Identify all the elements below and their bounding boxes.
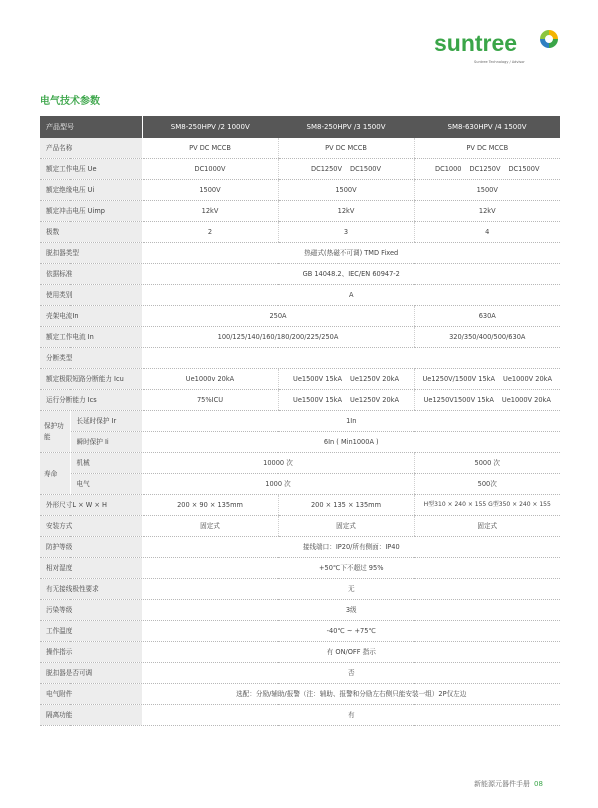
cell: Ue1000v 20kA xyxy=(142,369,278,390)
cell-part: Ue1250V 20kA xyxy=(350,396,399,404)
cell-part: DC1500V xyxy=(508,165,540,173)
row-label: 工作温度 xyxy=(40,621,142,642)
table-row xyxy=(40,159,560,180)
cell: 12kV xyxy=(278,201,414,222)
row-sublabel: 电气 xyxy=(70,474,142,495)
table-row xyxy=(40,474,560,495)
cell: PV DC MCCB xyxy=(414,138,560,159)
table-row xyxy=(40,705,560,726)
row-label: 额定绝缘电压 Ui xyxy=(40,180,142,201)
cell: 接线端口：IP20/所有侧面：IP40 xyxy=(142,537,560,558)
cell-part: DC1250V xyxy=(311,165,342,173)
row-sublabel: 长延时保护 Ir xyxy=(70,411,142,432)
cell xyxy=(278,159,414,180)
table-row xyxy=(40,306,560,327)
row-label: 操作指示 xyxy=(40,642,142,663)
cell xyxy=(414,390,560,411)
cell: 2 xyxy=(142,222,278,243)
row-label: 脱扣器是否可调 xyxy=(40,663,142,684)
row-label: 相对湿度 xyxy=(40,558,142,579)
cell: 320/350/400/500/630A xyxy=(414,327,560,348)
table-row xyxy=(40,201,560,222)
cell: 500次 xyxy=(414,474,560,495)
cell: 1500V xyxy=(142,180,278,201)
cell: 3级 xyxy=(142,600,560,621)
row-label: 壳架电流In xyxy=(40,306,142,327)
cell: 有 xyxy=(142,705,560,726)
table-row xyxy=(40,348,560,369)
table-row xyxy=(40,558,560,579)
cell: 630A xyxy=(414,306,560,327)
cell: PV DC MCCB xyxy=(142,138,278,159)
section-title: 电气技术参数 xyxy=(40,96,100,107)
cell xyxy=(142,348,560,369)
row-label: 脱扣器类型 xyxy=(40,243,142,264)
table-row xyxy=(40,264,560,285)
table-row xyxy=(40,516,560,537)
row-label: 电气附件 xyxy=(40,684,142,705)
cell: H型310 × 240 × 155 G型350 × 240 × 155 xyxy=(414,495,560,516)
cell: -40℃ ~ +75℃ xyxy=(142,621,560,642)
table-row xyxy=(40,495,560,516)
row-group-label: 保护功能 xyxy=(40,411,70,453)
cell xyxy=(278,390,414,411)
row-group-label: 寿命 xyxy=(40,453,70,495)
table-row xyxy=(40,642,560,663)
table-row xyxy=(40,180,560,201)
table-row xyxy=(40,138,560,159)
cell: 固定式 xyxy=(414,516,560,537)
row-label: 产品名称 xyxy=(40,138,142,159)
cell: A xyxy=(142,285,560,306)
table-row xyxy=(40,369,560,390)
table-row xyxy=(40,327,560,348)
row-label: 隔离功能 xyxy=(40,705,142,726)
header-model-1: SM8-250HPV /2 1000V xyxy=(142,116,278,138)
table-row xyxy=(40,600,560,621)
cell: 有 ON/OFF 指示 xyxy=(142,642,560,663)
table-row xyxy=(40,285,560,306)
table-row xyxy=(40,390,560,411)
header-label: 产品型号 xyxy=(40,116,142,138)
cell-part: DC1500V xyxy=(350,165,381,173)
table-row xyxy=(40,663,560,684)
row-sublabel: 机械 xyxy=(70,453,142,474)
row-label: 安装方式 xyxy=(40,516,142,537)
table-row xyxy=(40,222,560,243)
brand-logo xyxy=(434,30,564,74)
row-label: 防护等级 xyxy=(40,537,142,558)
cell: 75%ICU xyxy=(142,390,278,411)
page-footer xyxy=(474,779,543,789)
brand-wordmark: suntree xyxy=(434,30,518,56)
cell xyxy=(414,159,560,180)
cell-part: Ue1000V 20kA xyxy=(503,375,552,383)
row-label: 分断类型 xyxy=(40,348,142,369)
spec-table xyxy=(40,116,560,726)
cell: 否 xyxy=(142,663,560,684)
table-row xyxy=(40,453,560,474)
cell-part: Ue1500V 15kA xyxy=(293,396,342,404)
cell: PV DC MCCB xyxy=(278,138,414,159)
cell: +50℃下不超过 95% xyxy=(142,558,560,579)
cell: 200 × 135 × 135mm xyxy=(278,495,414,516)
row-label: 额定极限短路分断能力 Icu xyxy=(40,369,142,390)
cell-part: Ue1250V/1500V 15kA xyxy=(422,375,495,383)
cell xyxy=(278,369,414,390)
table-row xyxy=(40,243,560,264)
row-label: 污染等级 xyxy=(40,600,142,621)
cell: 选配：分励/辅助/报警（注：辅助、报警和分励左右侧只能安装一组）2P仅左边 xyxy=(142,684,560,705)
header-model-3: SM8-630HPV /4 1500V xyxy=(414,116,560,138)
row-label: 有无接线极性要求 xyxy=(40,579,142,600)
table-row xyxy=(40,621,560,642)
cell: 250A xyxy=(142,306,414,327)
brand-swirl-icon xyxy=(538,28,560,50)
cell: 1In xyxy=(142,411,560,432)
row-label: 额定工作电压 Ue xyxy=(40,159,142,180)
cell: 4 xyxy=(414,222,560,243)
cell: 3 xyxy=(278,222,414,243)
cell-part: DC1250V xyxy=(469,165,501,173)
cell: 10000 次 xyxy=(142,453,414,474)
row-label: 额定冲击电压 Uimp xyxy=(40,201,142,222)
row-label: 使用类别 xyxy=(40,285,142,306)
cell: 1500V xyxy=(414,180,560,201)
row-label: 额定工作电流 In xyxy=(40,327,142,348)
cell: GB 14048.2、IEC/EN 60947-2 xyxy=(142,264,560,285)
row-sublabel: 瞬时保护 Ii xyxy=(70,432,142,453)
table-row xyxy=(40,684,560,705)
table-row xyxy=(40,537,560,558)
cell-part: Ue1250V1500V 15kA xyxy=(423,396,494,404)
cell: 固定式 xyxy=(278,516,414,537)
brand-tagline: Suntree Technology / Advisor xyxy=(474,60,525,64)
cell: DC1000V xyxy=(142,159,278,180)
footer-title: 新能源元器件手册 xyxy=(474,780,530,788)
row-label: 依据标准 xyxy=(40,264,142,285)
cell-part: DC1000 xyxy=(435,165,462,173)
cell: 固定式 xyxy=(142,516,278,537)
cell-part: Ue1500V 15kA xyxy=(293,375,342,383)
table-row xyxy=(40,432,560,453)
table-row xyxy=(40,411,560,432)
cell-part: Ue1250V 20kA xyxy=(350,375,399,383)
cell: 1500V xyxy=(278,180,414,201)
cell: 12kV xyxy=(414,201,560,222)
cell: 5000 次 xyxy=(414,453,560,474)
header-model-2: SM8-250HPV /3 1500V xyxy=(278,116,414,138)
row-label: 运行分断能力 Ics xyxy=(40,390,142,411)
cell: 100/125/140/160/180/200/225/250A xyxy=(142,327,414,348)
row-label: 外形尺寸L × W × H xyxy=(40,495,142,516)
cell: 6In ( Min1000A ) xyxy=(142,432,560,453)
cell: 1000 次 xyxy=(142,474,414,495)
table-header-row xyxy=(40,116,560,138)
row-label: 极数 xyxy=(40,222,142,243)
cell: 无 xyxy=(142,579,560,600)
page-number: 08 xyxy=(534,780,543,788)
cell-part: Ue1000V 20kA xyxy=(501,396,551,404)
cell: 12kV xyxy=(142,201,278,222)
cell: 热磁式(热磁不可调) TMD Fixed xyxy=(142,243,560,264)
cell xyxy=(414,369,560,390)
cell: 200 × 90 × 135mm xyxy=(142,495,278,516)
table-row xyxy=(40,579,560,600)
